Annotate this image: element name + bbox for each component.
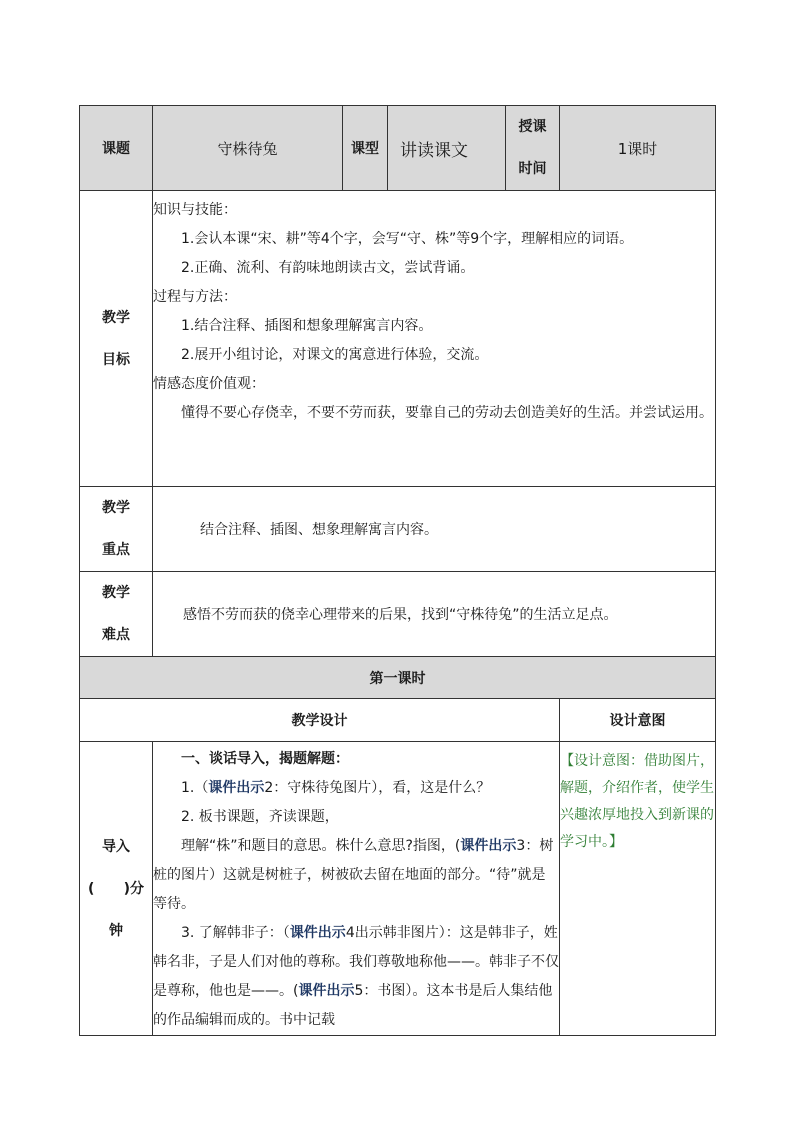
objectives-line: 2.展开小组讨论，对课文的寓意进行体验，交流。 bbox=[181, 347, 489, 363]
text-span: 2：守株待兔图片），看，这是什么？ bbox=[264, 780, 491, 796]
intro-label bbox=[80, 742, 153, 1036]
courseware-highlight: 课件出示 bbox=[460, 838, 517, 854]
key-points-row bbox=[80, 487, 716, 572]
objectives-label bbox=[80, 191, 153, 487]
type-label: 课型 bbox=[343, 106, 388, 191]
intro-label-line1: 导入 bbox=[102, 838, 130, 855]
courseware-highlight: 课件出示 bbox=[289, 925, 346, 941]
text-span: 3. 了解韩非子：（ bbox=[181, 925, 290, 941]
intro-paragraph: 2. 板书课题，齐读课题， bbox=[181, 809, 339, 825]
intro-label-line3: 钟 bbox=[109, 922, 123, 939]
objectives-line: 2.正确、流利、有韵味地朗读古文，尝试背诵。 bbox=[181, 260, 475, 276]
difficulties-text: 感悟不劳而获的侥幸心理带来的后果，找到“守株待兔”的生活立足点。 bbox=[153, 572, 716, 657]
difficulties-label-line2: 难点 bbox=[102, 627, 130, 643]
objectives-line: 情感态度价值观： bbox=[153, 376, 265, 392]
intro-label-line2: ( )分 bbox=[87, 880, 145, 897]
lesson-title: 第一课时 bbox=[80, 657, 716, 699]
time-label-line2: 时间 bbox=[518, 161, 547, 177]
key-points-label bbox=[80, 487, 153, 572]
intro-content bbox=[153, 742, 560, 1036]
topic-value: 守株待兔 bbox=[153, 106, 343, 191]
courseware-highlight: 课件出示 bbox=[298, 983, 355, 999]
objectives-line: 懂得不要心存侥幸，不要不劳而获，要靠自己的劳动去创造美好的生活。并尝试运用。 bbox=[181, 405, 713, 421]
objectives-line: 过程与方法： bbox=[153, 289, 237, 305]
type-value: 讲读课文 bbox=[388, 106, 506, 191]
objectives-content bbox=[153, 191, 716, 487]
header-row bbox=[80, 106, 716, 191]
key-points-label-line1: 教学 bbox=[102, 500, 130, 516]
intro-paragraph bbox=[153, 919, 559, 1035]
time-label-line1: 授课 bbox=[518, 119, 547, 135]
difficulties-row bbox=[80, 572, 716, 657]
text-span: 4出示韩非图片）：这是韩非子，姓韩名非，子是人们对他的尊称。我们尊敬地称他——。韩非子不仅是尊称，他也是——。( bbox=[153, 925, 559, 999]
objectives-line: 1.结合注释、插图和想象理解寓言内容。 bbox=[181, 318, 433, 334]
courseware-highlight: 课件出示 bbox=[208, 780, 265, 796]
intro-heading: 一、谈话导入，揭题解题： bbox=[181, 751, 349, 767]
topic-label: 课题 bbox=[80, 106, 153, 191]
objectives-row bbox=[80, 191, 716, 487]
difficulties-label bbox=[80, 572, 153, 657]
intro-paragraph bbox=[153, 832, 559, 919]
time-value: 1课时 bbox=[560, 106, 716, 191]
text-span: 1.（ bbox=[181, 780, 209, 796]
time-label bbox=[506, 106, 560, 191]
text-span: 理解“株”和题目的意思。株什么意思?指图，( bbox=[181, 838, 461, 854]
key-points-label-line2: 重点 bbox=[102, 542, 130, 558]
intro-paragraph bbox=[153, 774, 559, 803]
difficulties-label-line1: 教学 bbox=[102, 585, 130, 601]
objectives-label-line1: 教学 bbox=[102, 309, 130, 326]
design-header-left: 教学设计 bbox=[80, 699, 560, 742]
design-intent: 【设计意图：借助图片，解题，介绍作者，使学生兴趣浓厚地投入到新课的学习中。】 bbox=[560, 742, 716, 1036]
lesson-title-row bbox=[80, 657, 716, 699]
lesson-plan-table bbox=[79, 105, 716, 1036]
objectives-line: 1.会认本课“宋、耕”等4个字，会写“守、株”等9个字，理解相应的词语。 bbox=[181, 231, 634, 247]
key-points-text: 结合注释、插图、想象理解寓言内容。 bbox=[153, 487, 716, 572]
intro-row bbox=[80, 742, 716, 1036]
text-span: 5：书图）。这本书是后人集结他的作品编辑而成的。书中记载 bbox=[153, 983, 553, 1028]
text-span: 3：树桩的图片）这就是树桩子，树被砍去留在地面的部分。“待”就是等待。 bbox=[153, 838, 554, 912]
objectives-line: 知识与技能： bbox=[153, 202, 237, 218]
design-header-row bbox=[80, 699, 716, 742]
design-header-right: 设计意图 bbox=[560, 699, 716, 742]
objectives-label-line2: 目标 bbox=[102, 351, 130, 368]
